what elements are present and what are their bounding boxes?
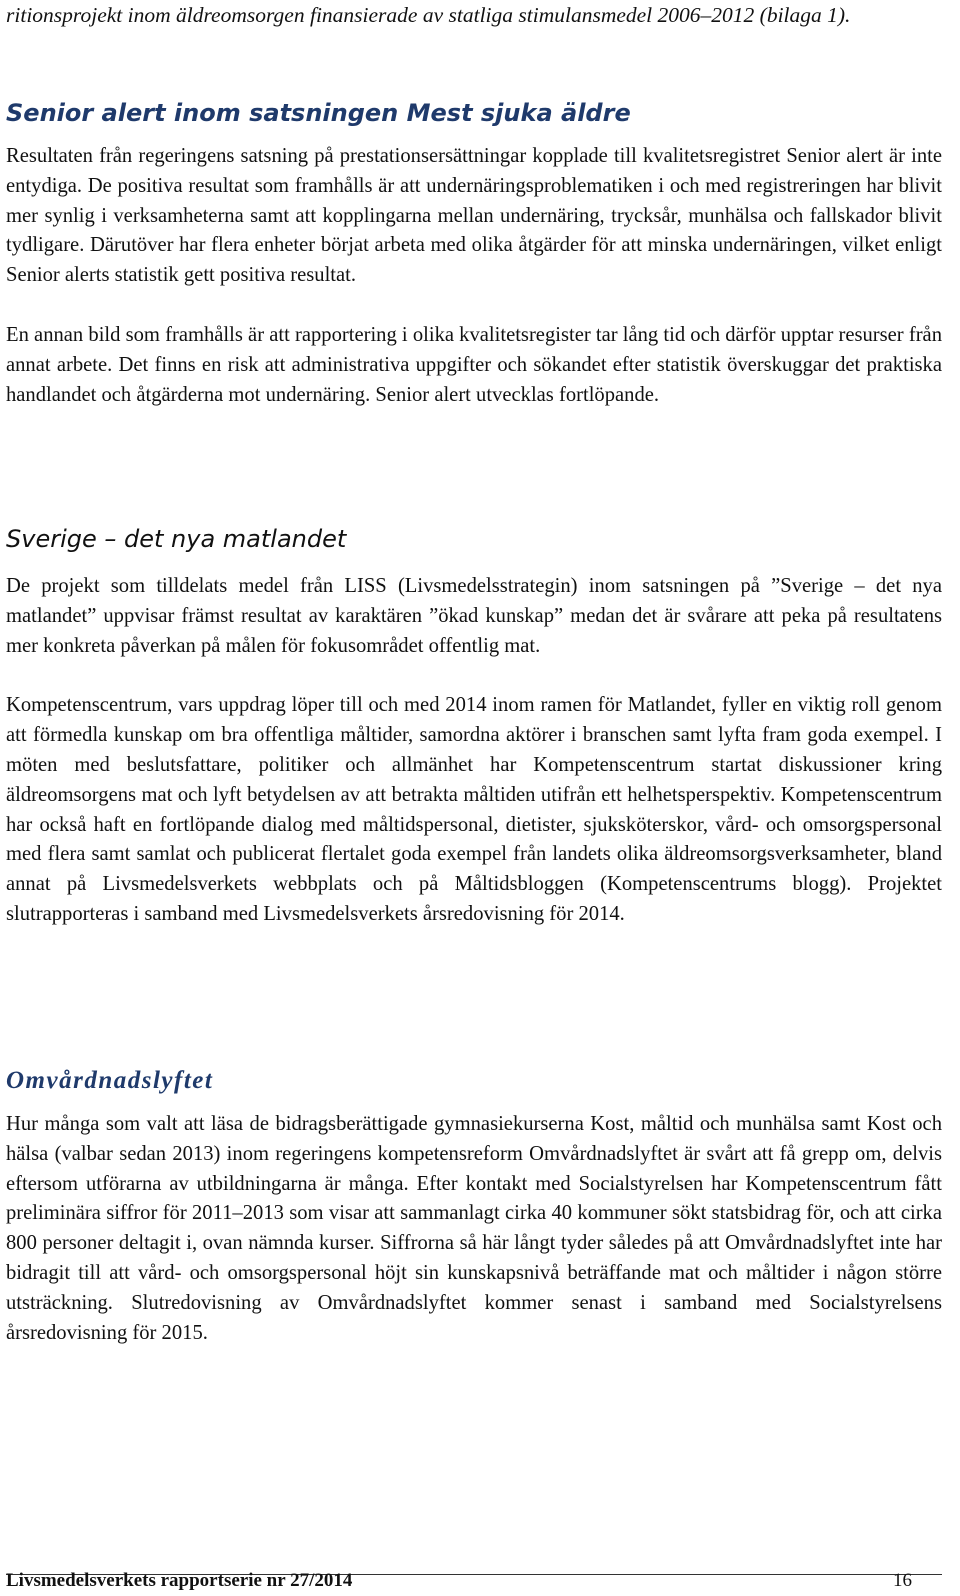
- paragraph: En annan bild som framhålls är att rapportering i olika kvalitetsregister tar lång tid och därför upptar resurser från annat arbete. Det finns en risk att administrativa uppgifter och sökandet efter statistik överskuggar det praktiska handlandet och åtgärderna mot undernäring. Senior alert utvecklas fortlöpande.: [6, 323, 942, 406]
- page-number: 16: [893, 1570, 912, 1591]
- footer-series: Livsmedelsverkets rapportserie nr 27/2014: [6, 1570, 353, 1591]
- section-heading: Sverige – det nya matlandet: [6, 525, 347, 553]
- section-heading: Senior alert inom satsningen Mest sjuka äldre: [6, 99, 631, 127]
- paragraph: Resultaten från regeringens satsning på prestationsersättningar kopplade till kvalitetsregistret Senior alert är inte entydiga. De positiva resultat som framhålls är att undernäringsproblematiken i och med registreringen har blivit mer synlig i verksamheterna samt att kopplingarna mellan undernäring, trycksår, munhälsa och fallskador blivit tydligare. Därutöver har flera enheter börjat arbeta med olika åtgärder för att minska undernäringen, vilket enligt Senior alerts statistik gett positiva resultat.: [6, 145, 942, 287]
- paragraph: Hur många som valt att läsa de bidragsberättigade gymnasiekurserna Kost, måltid och munhälsa samt Kost och hälsa (valbar sedan 2013) inom regeringens kompetensreform Omvårdnadslyftet är svårt att få grepp om, delvis eftersom utförarna av utbildningarna är många. Efter kontakt med Socialstyrelsen har Kompetenscentrum fått preliminära siffror för 2011–2013 som visar att sammanlagt cirka 40 kommuner sökt statsbidrag för, och att cirka 800 personer deltagit i, ovan nämnda kurser. Siffrorna så här långt tyder således på att Omvårdnadslyftet inte har bidragit till att vård- och omsorgspersonal höjt sin kunskapsnivå beträffande mat och måltider i någon större utsträckning. Slutredovisning av Omvårdnadslyftet kommer senast i samband med Socialstyrelsens årsredovisning för 2015.: [6, 1113, 942, 1344]
- paragraph: Kompetenscentrum, vars uppdrag löper till och med 2014 inom ramen för Matlandet, fyller en viktig roll genom att förmedla kunskap om bra offentliga måltider, samordna aktörer i branschen samt lyfta fram goda exempel. I möten med beslutsfattare, politiker och allmänhet har Kompetenscentrum startat diskussioner kring äldreomsorgens mat och lyft betydelsen av att betrakta måltiden utifrån ett helhetsperspektiv. Kompetenscentrum har också haft en fortlöpande dialog med måltidspersonal, dietister, sjuksköterskor, vård- och omsorgspersonal med flera samt samlat och publicerat flertalet goda exempel från landets olika äldreomsorgsverksamheter, bland annat på Livsmedelsverkets webbplats och på Måltidsbloggen (Kompetenscentrums blogg). Projektet slutrapporteras i samband med Livsmedelsverkets årsredovisning för 2014.: [6, 694, 942, 925]
- section-senior-alert: [6, 98, 942, 410]
- section-omvardnadslyftet: [6, 1066, 942, 1348]
- section-heading: Omvårdnadslyftet: [6, 1067, 214, 1094]
- section-matlandet: [6, 524, 942, 930]
- continued-paragraph: ritionsprojekt inom äldreomsorgen finansierade av statliga stimulansmedel 2006–2012 (bilaga 1).: [6, 3, 851, 27]
- paragraph: De projekt som tilldelats medel från LISS (Livsmedelsstrategin) inom satsningen på ”Sverige – det nya matlandet” uppvisar främst resultat av karaktären ”ökad kunskap” medan det är svårare att peka på resultatens mer konkreta påverkan på målen för fokusområdet offentlig mat.: [6, 575, 942, 657]
